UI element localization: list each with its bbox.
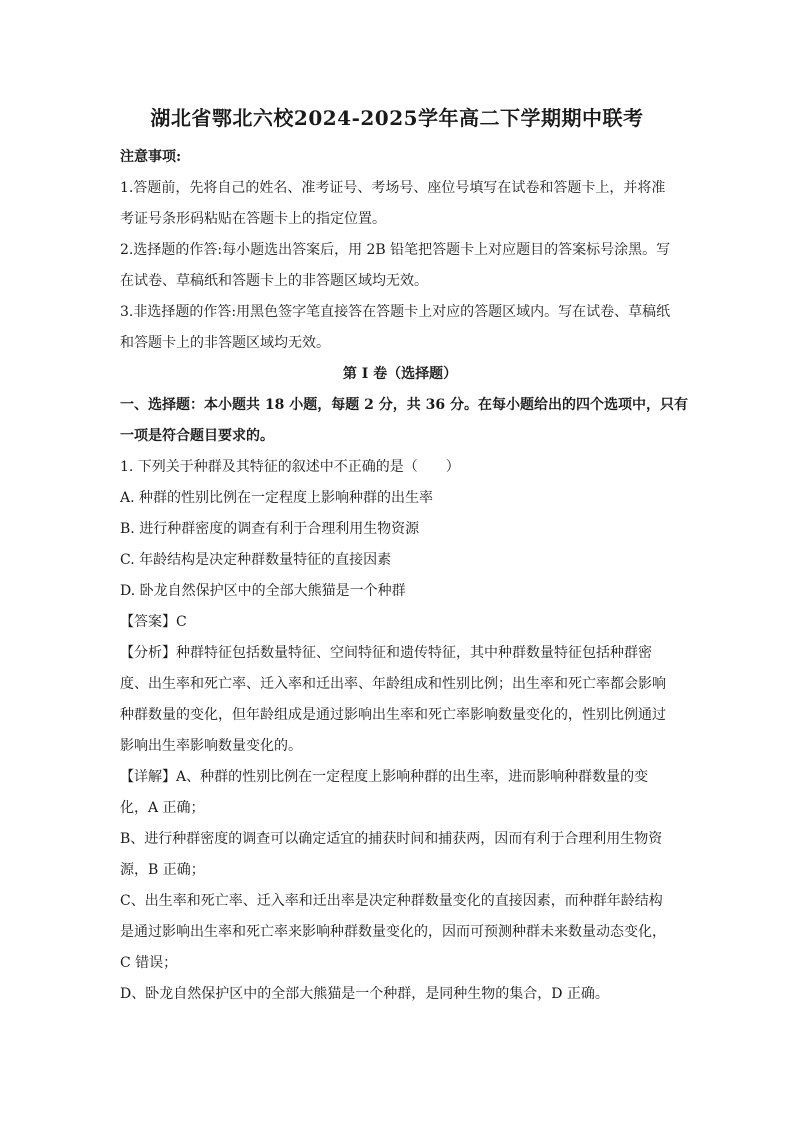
notice-item-1-line-1: 1.答题前，先将自己的姓名、准考证号、考场号、座位号填写在试卷和答题卡上，并将准 xyxy=(120,180,666,196)
answer-line: 【答案】C xyxy=(120,614,187,630)
notice-item-3-line-2: 和答题卡上的非答题区域均无效。 xyxy=(120,335,330,351)
analysis-line-3: 种群数量的变化，但年龄组成是通过影响出生率和死亡率影响数量变化的，性别比例通过 xyxy=(120,707,666,723)
section-title: 第 I 卷（选择题） xyxy=(342,366,458,382)
detail-line-5: C、出生率和死亡率、迁入率和迁出率是决定种群数量变化的直接因素，而种群年龄结构 xyxy=(120,893,663,909)
notice-item-2-line-1: 2.选择题的作答:每小题选出答案后，用 2B 铅笔把答题卡上对应题目的答案标号涂黑。写 xyxy=(120,242,671,258)
notice-item-1-line-2: 考证号条形码粘贴在答题卡上的指定位置。 xyxy=(120,211,386,227)
option-d: D. 卧龙自然保护区中的全部大熊猫是一个种群 xyxy=(120,583,406,599)
notice-item-3-line-1: 3.非选择题的作答:用黑色签字笔直接答在答题卡上对应的答题区域内。写在试卷、草稿纸 xyxy=(120,304,671,320)
notice-heading: 注意事项: xyxy=(120,149,182,165)
detail-line-1: 【详解】A、种群的性别比例在一定程度上影响种群的出生率，进而影响种群数量的变 xyxy=(120,769,649,785)
detail-line-6: 是通过影响出生率和死亡率来影响种群数量变化的，因而可预测种群未来数量动态变化， xyxy=(120,924,666,940)
detail-line-8: D、卧龙自然保护区中的全部大熊猫是一个种群，是同种生物的集合，D 正确。 xyxy=(120,986,609,1002)
document-body xyxy=(120,142,688,1010)
detail-line-2: 化，A 正确； xyxy=(120,800,205,816)
question-stem: 1. 下列关于种群及其特征的叙述中不正确的是（ ） xyxy=(120,459,460,475)
document-title: 湖北省鄂北六校2024-2025学年高二下学期期中联考 xyxy=(150,106,644,130)
option-a: A. 种群的性别比例在一定程度上影响种群的出生率 xyxy=(120,490,434,506)
analysis-line-2: 度、出生率和死亡率、迁入率和迁出率、年龄组成和性别比例；出生率和死亡率都会影响 xyxy=(120,676,666,692)
detail-line-3: B、进行种群密度的调查可以确定适宜的捕获时间和捕获两，因而有利于合理利用生物资 xyxy=(120,831,663,847)
section-instruction-line-1: 一、选择题：本小题共 18 小题，每题 2 分，共 36 分。在每小题给出的四个选项中，只有 xyxy=(120,397,688,413)
option-c: C. 年龄结构是决定种群数量特征的直接因素 xyxy=(120,552,392,568)
analysis-line-1: 【分析】种群特征包括数量特征、空间特征和遗传特征，其中种群数量特征包括种群密 xyxy=(120,645,652,661)
detail-line-7: C 错误； xyxy=(120,955,178,971)
detail-line-4: 源，B 正确； xyxy=(120,862,205,878)
analysis-line-4: 影响出生率影响数量变化的。 xyxy=(120,738,302,754)
notice-item-2-line-2: 在试卷、草稿纸和答题卡上的非答题区域均无效。 xyxy=(120,273,428,289)
option-b: B. 进行种群密度的调查有利于合理利用生物资源 xyxy=(120,521,420,537)
section-instruction-line-2: 一项是符合题目要求的。 xyxy=(120,428,274,444)
